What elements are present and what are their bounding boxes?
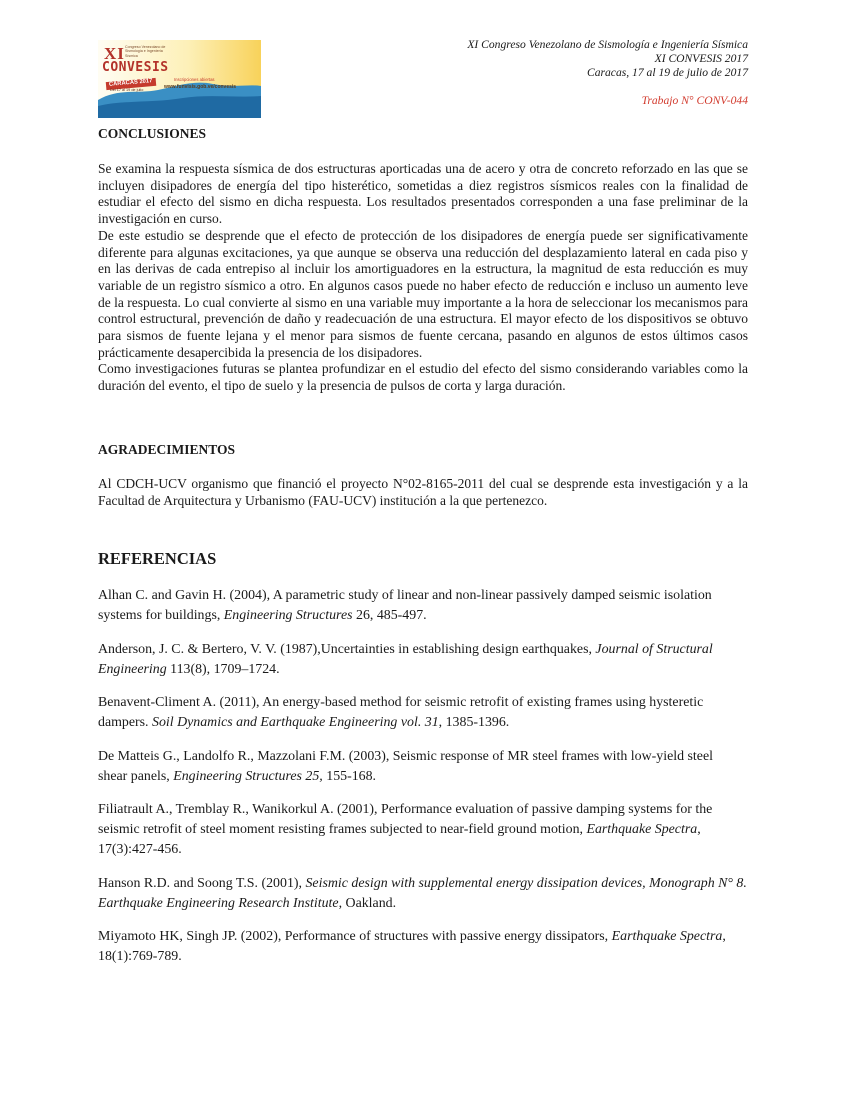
reference-item: Benavent-Climent A. (2011), An energy-based method for seismic retrofit of existing frames using hysteretic dampers. Soil Dynamics and Earthquake Engineering vol. 31, 1385-1396. bbox=[98, 695, 704, 730]
reference-item: Miyamoto HK, Singh JP. (2002), Performance of structures with passive energy dissipators, Earthquake Spectra, 18(1):769-789. bbox=[98, 929, 726, 964]
reference-item: Filiatrault A., Tremblay R., Wanikorkul A. (2001), Performance evaluation of passive damping systems for the seismic retrofit of steel moment resisting frames subjected to near-field ground motion, Earthquake Spectra, 17(3):427-456. bbox=[98, 802, 713, 857]
logo-url: www.funvisis.gob.ve/convesis bbox=[164, 84, 237, 90]
header-paper-number: Trabajo N° CONV-044 bbox=[641, 94, 748, 107]
paragraph: Al CDCH-UCV organismo que financió el proyecto N°02-8165-2011 del cual se desprende esta investigación y a la Facultad de Arquitectura y Urbanismo (FAU-UCV) institución a la que pertenezco. bbox=[98, 476, 748, 508]
logo-subtitle: Congreso Venezolano de Sismología e Ingeniería Sísmica bbox=[125, 45, 166, 58]
logo-convesis: CONVESIS bbox=[102, 60, 169, 75]
paragraph: De este estudio se desprende que el efecto de protección de los disipadores de energía puede ser significativamente diferente para algunas excitaciones, ya que aunque se observa una reducción del desplazamiento lateral en cada piso y en las derivas de cada entrepiso al incluir los amortiguadores en la estructura, la magnitud de esta reducción es muy variable de un registro sísmico a otro. En algunos casos puede no haber efecto de reducción e incluso un aumento leve de la respuesta. Lo cual convierte al sismo en una variable muy importante a la hora de seleccionar los mecanismos para control estructural, prevención de daño y readecuación de una estructura. El mayor efecto de los dispositivos se obtuvo para sismos de fuente lejana y el menor para sismos de fuente cercana, pasando en algunos de estos últimos casos prácticamente desapercibida la presencia de los disipadores. bbox=[98, 227, 748, 360]
referencias-section bbox=[98, 549, 748, 569]
paragraph: Como investigaciones futuras se plantea profundizar en el estudio del efecto del sismo considerando variables como la duración del evento, el tipo de suelo y la presencia de pulsos de corta y larga duración. bbox=[98, 361, 748, 394]
reference-item: Anderson, J. C. & Bertero, V. V. (1987),Uncertainties in establishing design earthquakes, Journal of Structural Engineering 113(8), 1709–1724. bbox=[98, 641, 713, 677]
reference-list bbox=[98, 586, 748, 981]
reference-item: Alhan C. and Gavin H. (2004), A parametric study of linear and non-linear passively damped seismic isolation systems for buildings, Engineering Structures 26, 485-497. bbox=[98, 588, 712, 623]
conclusiones-body bbox=[98, 161, 748, 395]
reference-item: De Matteis G., Landolfo R., Mazzolani F.M. (2003), Seismic response of MR steel frames with low-yield steel shear panels, Engineering Structures 25, 155-168. bbox=[98, 748, 713, 784]
header-conference: XI Congreso Venezolano de Sismología e Ingeniería Sísmica bbox=[467, 38, 748, 51]
logo-xi: XI bbox=[104, 44, 125, 63]
section-title-agradecimientos: AGRADECIMIENTOS bbox=[98, 442, 236, 457]
page-header bbox=[467, 38, 748, 108]
header-edition: XI CONVESIS 2017 bbox=[654, 52, 748, 65]
agradecimientos-section bbox=[98, 442, 748, 458]
header-location-date: Caracas, 17 al 19 de julio de 2017 bbox=[586, 66, 748, 79]
section-title-referencias: REFERENCIAS bbox=[98, 549, 217, 568]
conclusiones-section bbox=[98, 126, 748, 142]
paragraph: Se examina la respuesta sísmica de dos estructuras aporticadas una de acero y otra de concreto reforzado en las que se incluyen disipadores de energía del tipo histerético, sometidas a diez registros sísmicos reales con la finalidad de estudiar el efecto del sismo en dicha respuesta. Los resultados presentados corresponden a una fase preliminar de la investigación en curso. bbox=[98, 161, 748, 227]
reference-item: Hanson R.D. and Soong T.S. (2001), Seismic design with supplemental energy dissipation devices, Monograph N° 8. Earthquake Engineering Research Institute, Oakland. bbox=[98, 875, 747, 911]
section-title-conclusiones: CONCLUSIONES bbox=[98, 126, 207, 141]
conference-logo bbox=[98, 40, 261, 118]
agradecimientos-body bbox=[98, 476, 748, 509]
logo-city: CARACAS 2017 bbox=[106, 78, 156, 90]
logo-dates: Del 17 al 19 de julio bbox=[110, 88, 144, 92]
logo-inscriptions: Inscripciones abiertas bbox=[174, 77, 215, 82]
